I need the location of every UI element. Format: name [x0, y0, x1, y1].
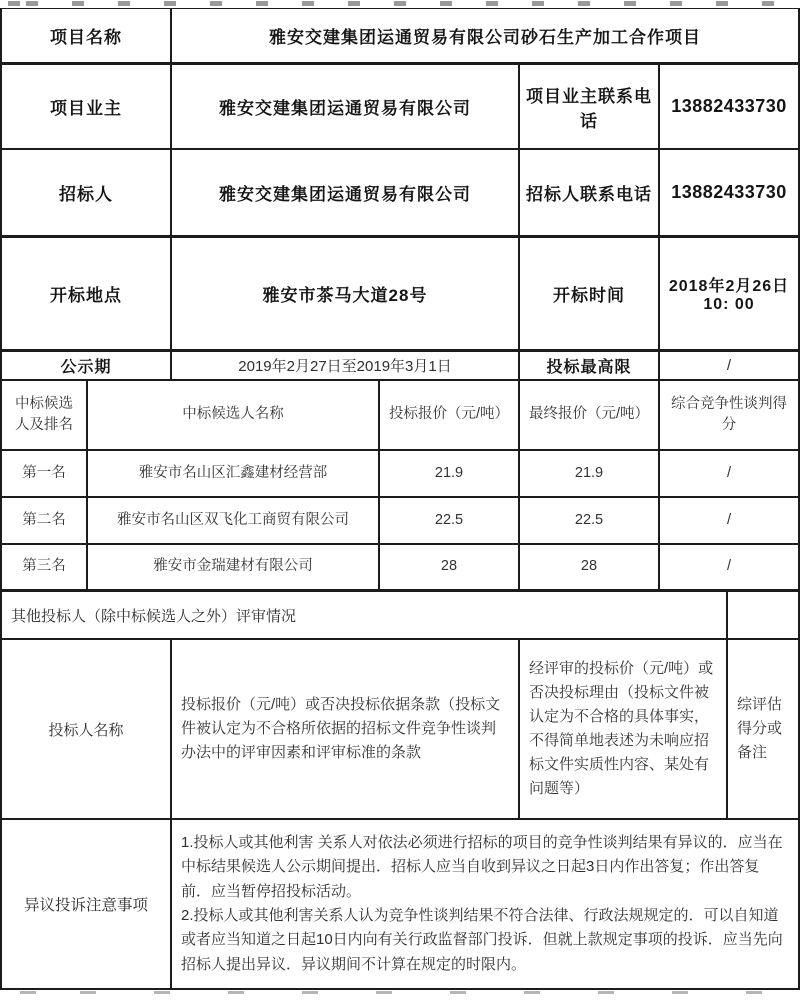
- tenderer-phone-label: 招标人联系电话: [520, 150, 660, 235]
- overall-score-or-remarks-header: 综评估得分或备注: [737, 696, 783, 761]
- candidate-rank: 第二名: [2, 498, 88, 543]
- candidate-row-3: [2, 545, 798, 592]
- candidate-score: /: [726, 511, 732, 528]
- bid-result-table: [0, 8, 800, 990]
- project-name-label: 项目名称: [2, 9, 172, 62]
- owner-phone-label: 项目业主联系电话: [520, 65, 660, 148]
- opening-time-value: 2018年2月26日10: 00: [668, 278, 790, 313]
- cropped-row-above-ticks: [0, 1, 800, 6]
- candidate-row-1: [2, 451, 798, 498]
- opening-place-label: 开标地点: [2, 238, 172, 349]
- objection-notes-row: [2, 820, 798, 988]
- project-owner-label: 项目业主: [2, 65, 172, 148]
- publicity-period-label: 公示期: [2, 352, 172, 379]
- objection-paragraph-1: 1.投标人或其他利害 关系人对依法必须进行招标的项目的竞争性谈判结果有异议的．应当在中标结果候选人公示期间提出．招标人应当自收到异议之日起3日内作出答复；作出答复前．应当暂停招投标活动。: [181, 834, 783, 900]
- candidate-rank: 第三名: [2, 545, 88, 589]
- candidate-rank: 第一名: [2, 451, 88, 496]
- other-bidders-review-spacer: [728, 592, 798, 638]
- other-bidders-review-row: [2, 592, 798, 640]
- tenderer-phone-value: 13882433730: [671, 182, 787, 202]
- other-bidders-review-title: 其他投标人（除中标候选人之外）评审情况: [2, 592, 728, 638]
- publicity-period-value: 2019年2月27日至2019年3月1日: [172, 352, 520, 379]
- bidder-name-header: 投标人名称: [2, 640, 172, 818]
- table-row-project-name: [2, 9, 798, 65]
- header-rank: 中标候选人及排名: [2, 381, 88, 449]
- project-owner-value: 雅安交建集团运通贸易有限公司: [172, 65, 520, 148]
- opening-time-label: 开标时间: [520, 238, 660, 349]
- opening-place-value: 雅安市茶马大道28号: [172, 238, 520, 349]
- candidates-header-row: [2, 381, 798, 451]
- table-row-opening-place: [2, 238, 798, 352]
- candidate-bid: 22.5: [380, 498, 520, 543]
- owner-phone-value: 13882433730: [671, 96, 787, 116]
- candidate-bid: 28: [380, 545, 520, 589]
- evaluated-price-or-rejection-reason-header: 经评审的投标价（元/吨）或否决投标理由（投标文件被认定为不合格的具体事实，不得简单地表述为未响应招标文件实质性内容、某处有问题等）: [520, 640, 728, 818]
- objection-paragraph-2: 2.投标人或其他利害关系人认为竞争性谈判结果不符合法律、行政法规规定的．可以自知道或者应当知道之日起10日内向有关行政监督部门投诉．但就上款规定事项的投诉．应当先向招标人提出异议．异议期间不计算在规定的时限内。: [181, 907, 783, 973]
- project-name-value: 雅安交建集团运通贸易有限公司砂石生产加工合作项目: [269, 28, 701, 47]
- candidate-name: 雅安市名山区汇鑫建材经营部: [88, 451, 380, 496]
- candidate-row-2: [2, 498, 798, 545]
- header-candidate-name: 中标候选人名称: [88, 381, 380, 449]
- objection-notes-label: 异议投诉注意事项: [2, 820, 172, 988]
- table-row-project-owner: [2, 65, 798, 150]
- candidate-final: 21.9: [520, 451, 660, 496]
- tenderer-label: 招标人: [2, 150, 172, 235]
- bid-ceiling-value: /: [726, 357, 732, 374]
- candidate-name: 雅安市名山区双飞化工商贸有限公司: [88, 498, 380, 543]
- candidate-score: /: [726, 464, 732, 481]
- candidate-bid: 21.9: [380, 451, 520, 496]
- review-header-row: [2, 640, 798, 820]
- candidate-name: 雅安市金瑞建材有限公司: [88, 545, 380, 589]
- cropped-row-below-ticks: [0, 991, 800, 994]
- candidate-final: 22.5: [520, 498, 660, 543]
- candidate-score: /: [726, 558, 732, 575]
- table-row-tenderer: [2, 150, 798, 238]
- bid-ceiling-label: 投标最高限: [520, 352, 660, 379]
- candidate-final: 28: [520, 545, 660, 589]
- bid-price-or-rejection-clause-header: 投标报价（元/吨）或否决投标依据条款（投标文件被认定为不合格所依据的招标文件竞争性谈判办法中的评审因素和评审标准的条款: [172, 640, 520, 818]
- header-bid-price: 投标报价（元/吨）: [380, 381, 520, 449]
- table-row-publicity-period: [2, 352, 798, 381]
- header-negotiation-score: 综合竞争性谈判得分: [671, 395, 787, 433]
- tenderer-value: 雅安交建集团运通贸易有限公司: [172, 150, 520, 235]
- objection-notes-content: [172, 820, 798, 988]
- header-final-price: 最终报价（元/吨）: [520, 381, 660, 449]
